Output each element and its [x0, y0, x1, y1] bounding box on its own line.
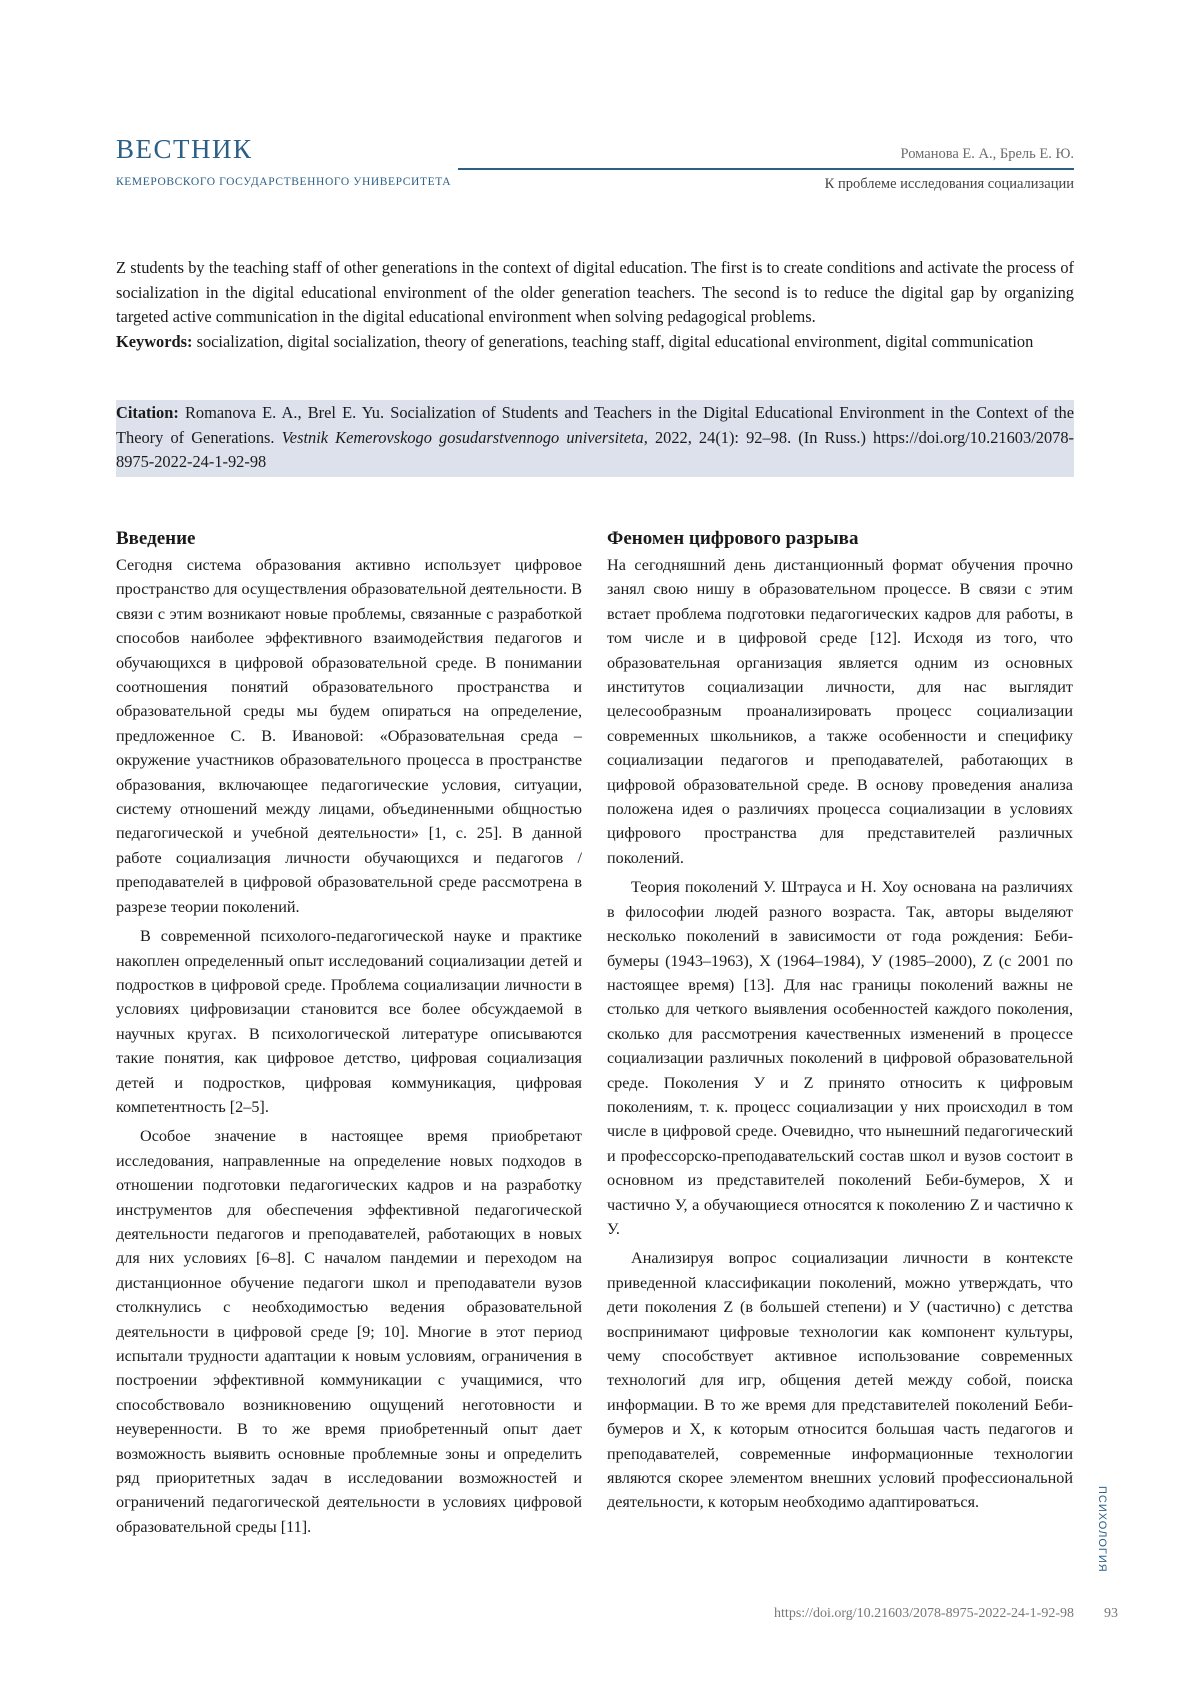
page-number: 93	[1104, 1606, 1118, 1621]
citation-journal: Vestnik Kemerovskogo gosudarstvennogo universiteta	[281, 427, 644, 447]
citation-label: Citation:	[116, 403, 179, 422]
journal-title: ВЕСТНИК	[116, 134, 253, 164]
citation-text-after: , 2022, 24(1): 92–98. (In Russ.) https://doi.org/10.21603/2078-8975-2022-24-1-92-98	[116, 427, 1074, 471]
right-column	[607, 526, 1073, 1515]
abstract-text: Z students by the teaching staff of other generations in the context of digital education. The first is to create conditions and activate the process of socialization in the digital educational environment of the older generation teachers. The second is to reduce the digital gap by organizing targeted active communication in the digital educational environment when solving pedagogical problems.	[116, 258, 1074, 326]
paragraph: Анализируя вопрос социализации личности в контексте приведенной классификации поколений, можно утверждать, что дети поколения Z (в большей степени) и У (частично) с детства воспринимают цифровые технологии как компонент культуры, чему способствует активное использование современных технологий для игр, общения детей между собой, поиска информации. В то же время для представителей поколений Беби-бумеров и X, к которым относится большая часть педагогов и преподавателей, современные информационные технологии являются скорее элементом внешних условий профессиональной деятельности, к которым необходимо адаптироваться.	[607, 1249, 1073, 1512]
paragraph: Теория поколений У. Штрауса и Н. Хоу основана на различиях в философии людей разного возраста. Так, авторы выделяют несколько поколений в зависимости от года рождения: Беби-бумеры (1943–1963), X (1964–1984), У (1985–2000), Z (с 2001 по настоящее время) [13]. Для нас границы поколений важны не столько для четкого выявления особенностей каждого поколения, сколько для рассмотрения качественных изменений в процессе социализации различных поколений в цифровой образовательной среде. Поколения У и Z принято относить к цифровым поколениям, т. к. процесс социализации у них происходил в том числе в цифровой среде. Очевидно, что нынешний педагогический и профессорско-преподавательский состав школ и вузов состоит в основном из представителей поколений Беби-бумеров, X и частично У, а обучающиеся относятся к поколению Z и частично к У.	[607, 878, 1073, 1238]
abstract-block	[116, 256, 1074, 354]
section-heading-digital-gap: Феномен цифрового разрыва	[607, 528, 859, 549]
paragraph: Сегодня система образования активно использует цифровое пространство для осуществления образовательной деятельности. В связи с этим возникают новые проблемы, связанные с разработкой способов наиболее эффективного взаимодействия педагогов и обучающихся в цифровой образовательной среде. В понимании соотношения понятий образовательного пространства и образовательной среды мы будем опираться на определение, предложенное С. В. Ивановой: «Образовательная среда – окружение участников образовательного процесса в пространстве образования, включающее педагогические условия, ситуации, систему отношений между лицами, объединенными общностью педагогической и учебной деятельности» [1, с. 25]. В данной работе социализация личности обучающихся и педагогов / преподавателей в цифровой образовательной среде рассмотрена в разрезе теории поколений.	[116, 556, 582, 916]
citation-box	[116, 400, 1074, 477]
paragraph: Особое значение в настоящее время приобретают исследования, направленные на определение новых подходов в отношении подготовки педагогических кадров и на разработку инструментов для обеспечения эффективной педагогической деятельности педагогов и преподавателей, работающих в новых для них условиях [6–8]. С началом пандемии и переходом на дистанционное обучение педагоги школ и преподаватели вузов столкнулись с необходимостью ведения образовательной деятельности в цифровой среде [9; 10]. Многие в этот период испытали трудности адаптации к новым условиям, ограничения в построении эффективной коммуникации с учащимися, что способствовало возникновению ощущений неготовности и неуверенности. В то же время приобретенный опыт дает возможность выявить основные проблемные зоны и определить ряд приоритетных задач в исследовании возможностей и ограничений педагогической деятельности в условиях цифровой образовательной среды [11].	[116, 1127, 582, 1536]
running-head-title: К проблеме исследования социализации	[824, 176, 1074, 192]
footer-doi: https://doi.org/10.21603/2078-8975-2022-24-1-92-98	[774, 1606, 1074, 1621]
paragraph: На сегодняшний день дистанционный формат обучения прочно занял свою нишу в образовательном процессе. В связи с этим встает проблема подготовки педагогических кадров для работы, в том числе и в цифровой среде [12]. Исходя из того, что образовательная организация является одним из основных институтов социализации личности, для нас выглядит целесообразным проанализировать процесс социализации современных школьников, а также особенности и специфику социализации педагогов и преподавателей, работающих в цифровой образовательной среде. В основу проведения анализа положена идея о различиях процесса социализации в условиях цифрового пространства для представителей различных поколений.	[607, 556, 1073, 867]
header-divider	[458, 168, 1074, 170]
running-head-authors: Романова Е. А., Брель Е. Ю.	[900, 146, 1074, 162]
journal-subtitle: КЕМЕРОВСКОГО ГОСУДАРСТВЕННОГО УНИВЕРСИТЕТА	[116, 176, 452, 188]
side-label-text: ПСИХОЛОГИЯ	[1096, 1486, 1108, 1573]
keywords-label: Keywords:	[116, 331, 193, 351]
section-side-label	[1092, 1486, 1108, 1586]
section-heading-introduction: Введение	[116, 528, 196, 549]
left-column	[116, 526, 582, 1539]
keywords-text: socialization, digital socialization, theory of generations, teaching staff, digital educational environment, digital communication	[192, 331, 1034, 351]
journal-title-block	[116, 132, 253, 166]
paragraph: В современной психолого-педагогической науке и практике накоплен определенный опыт исследований социализации детей и подростков в цифровой среде. Проблема социализации личности в условиях цифровизации становится все более обсуждаемой в научных кругах. В психологической литературе описываются такие понятия, как цифровое детство, цифровая социализация детей и подростков, цифровая коммуникация, цифровая компетентность [2–5].	[116, 927, 582, 1116]
citation-text-before: Romanova E. A., Brel E. Yu. Socialization of Students and Teachers in the Digital Educational Environment in the Context of the Theory of Generations.	[116, 403, 1074, 447]
